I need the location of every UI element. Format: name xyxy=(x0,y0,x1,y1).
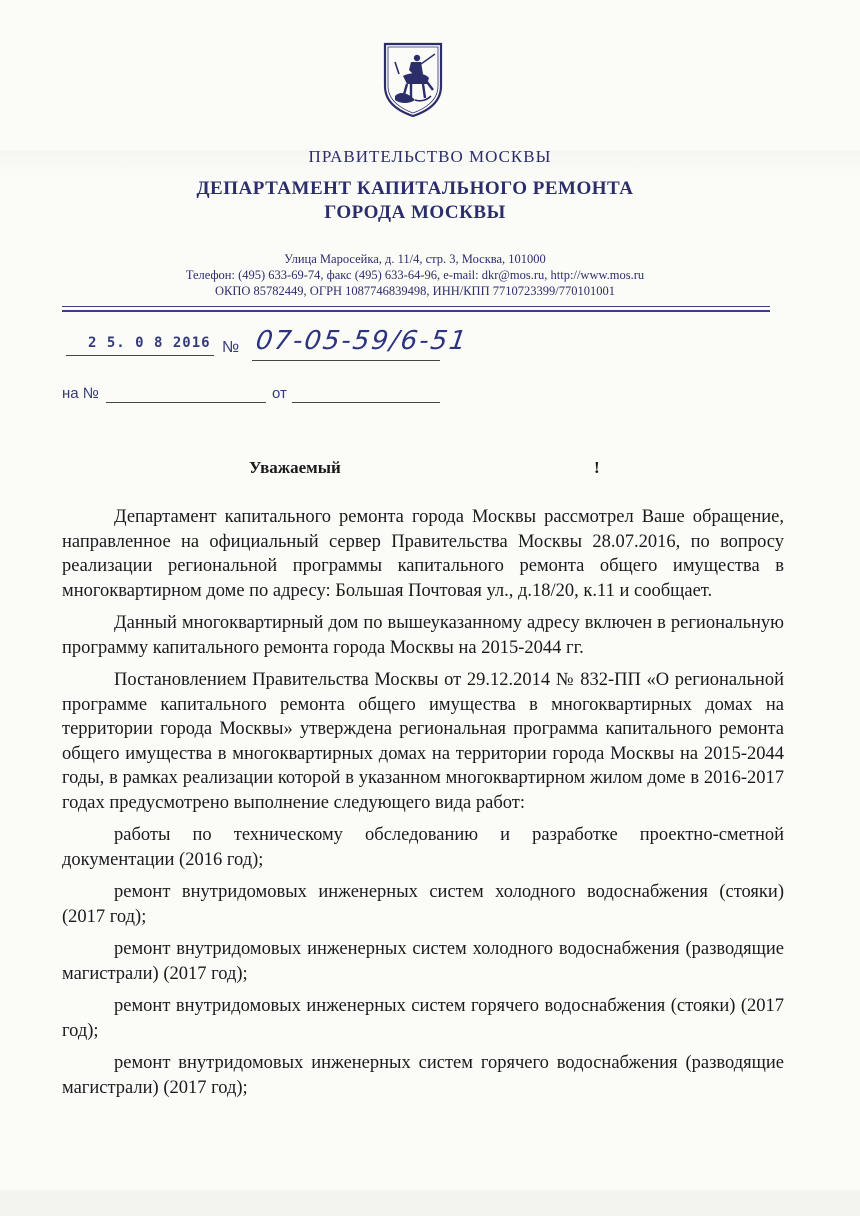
codes-line: ОКПО 85782449, ОГРН 1087746839498, ИНН/КПП 7710723399/770101001 xyxy=(215,284,615,298)
work-item: ремонт внутридомовых инженерных систем холодного водоснабжения (стояки) (2017 год); xyxy=(62,882,784,927)
reference-number-line xyxy=(106,402,266,403)
address-line: Улица Маросейка, д. 11/4, стр. 3, Москва, 101000 xyxy=(284,252,546,266)
scan-shading-bottom xyxy=(0,1190,860,1216)
greeting-exclamation: ! xyxy=(594,458,600,477)
moscow-coat-of-arms-icon xyxy=(381,40,445,118)
work-item: ремонт внутридомовых инженерных систем горячего водоснабжения (разводящие магистрали) (2017 год); xyxy=(62,1053,784,1098)
header-divider-thin xyxy=(62,306,770,307)
contacts-line: Телефон: (495) 633-69-74, факс (495) 633-64-96, e-mail: dkr@mos.ru, http://www.mos.ru xyxy=(185,268,645,282)
date-underline xyxy=(66,355,214,356)
department-title-line2: ГОРОДА МОСКВЫ xyxy=(324,202,506,223)
paragraph-review: Департамент капитального ремонта города Москвы рассмотрел Ваше обращение, направленное на официальный сервер Правительства Москвы 28.07.2016, по вопросу реализации региональной программы капитального ремонта общего имущества в многоквартирном доме по адресу: Большая Почтовая ул., д.18/20, к.11 и сообщает. xyxy=(62,507,784,601)
work-item: ремонт внутридомовых инженерных систем горячего водоснабжения (стояки) (2017 год); xyxy=(62,996,784,1041)
work-item: ремонт внутридомовых инженерных систем холодного водоснабжения (разводящие магистрали) (2017 год); xyxy=(62,939,784,984)
reference-date-label: от xyxy=(272,385,287,402)
paragraph-decree: Постановлением Правительства Москвы от 29.12.2014 № 832-ПП «О региональной программе капитального ремонта общего имущества в многоквартирных домах на территории города Москвы» утверждена региональная программа капитального ремонта общего имущества в многоквартирных домах на территории города Москвы на 2015-2044 годы, в рамках реализации которой в указанном многоквартирном жилом доме в 2016-2017 годах предусмотрено выполнение следующего вида работ: xyxy=(62,670,784,813)
work-item: работы по техническому обследованию и разработке проектно-сметной документации (2016 год); xyxy=(62,825,784,870)
registration-number-handwritten: 07-05-59/6-51 xyxy=(253,326,470,356)
number-label: № xyxy=(222,339,240,356)
header-divider-thick xyxy=(62,310,770,312)
reference-number-label: на № xyxy=(62,385,99,402)
number-underline xyxy=(252,360,440,361)
department-title-line1: ДЕПАРТАМЕНТ КАПИТАЛЬНОГО РЕМОНТА xyxy=(196,178,634,199)
greeting: Уважаемый xyxy=(249,458,341,477)
paragraph-inclusion: Данный многоквартирный дом по вышеуказанному адресу включен в региональную программу капитального ремонта города Москвы на 2015-2044 гг. xyxy=(62,613,784,658)
reference-date-line xyxy=(292,402,440,403)
government-title: ПРАВИТЕЛЬСТВО МОСКВЫ xyxy=(308,147,552,166)
registration-date-stamp: 2 5. 0 8 2016 xyxy=(88,335,211,351)
letter-body xyxy=(62,505,784,1108)
